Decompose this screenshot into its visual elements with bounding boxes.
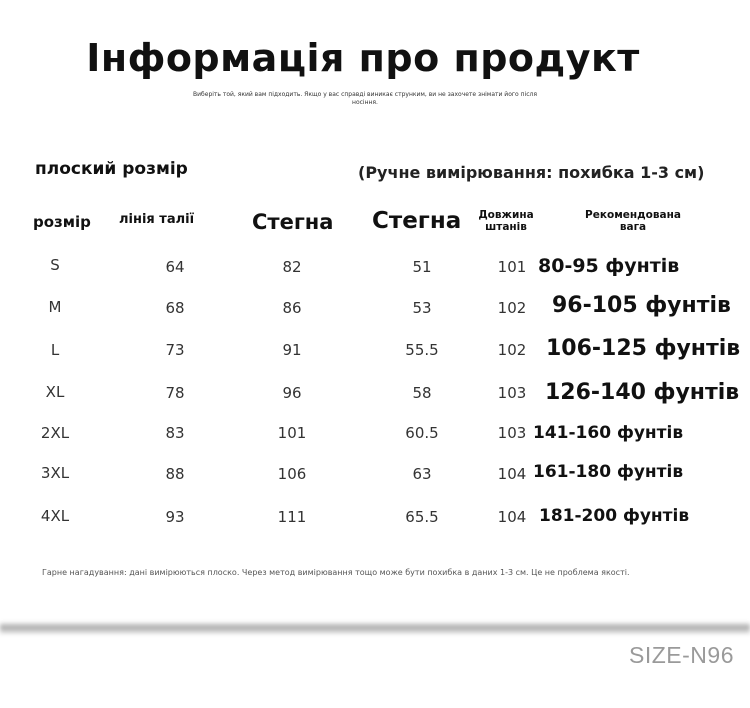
cell-length: 103: [497, 424, 527, 442]
cell-weight: 141-160 фунтів: [533, 423, 684, 443]
cell-size: 4XL: [40, 507, 70, 525]
cell-waist: 83: [165, 424, 185, 442]
header-hip-2: Стегна: [372, 208, 462, 234]
cell-hip-1: 82: [282, 258, 302, 276]
cell-hip-1: 91: [282, 341, 302, 359]
cell-hip-2: 53: [412, 299, 432, 317]
cell-length: 104: [497, 508, 527, 526]
header-waist: лінія талії: [119, 212, 195, 227]
flat-size-heading: плоский розмір: [35, 159, 188, 179]
cell-hip-1: 86: [282, 299, 302, 317]
cell-size: S: [50, 256, 60, 274]
cell-hip-2: 51: [412, 258, 432, 276]
header-size: розмір: [33, 213, 91, 231]
cell-weight: 181-200 фунтів: [539, 506, 690, 526]
footer-note: Гарне нагадування: дані вимірюються плоско. Через метод вимірювання тощо може бути похибка в даних 1-3 см. Це не проблема якості.: [42, 568, 630, 577]
cell-weight: 126-140 фунтів: [545, 380, 740, 405]
cell-hip-1: 106: [277, 465, 307, 483]
cell-hip-2: 60.5: [405, 424, 439, 442]
cell-size: 3XL: [40, 464, 70, 482]
measurement-note: (Ручне вимірювання: похибка 1-3 см): [358, 163, 705, 182]
cell-size: L: [50, 341, 60, 359]
cell-length: 102: [497, 341, 527, 359]
header-weight: Рекомендована вага: [585, 209, 681, 233]
cell-size: XL: [45, 383, 65, 401]
size-code: SIZE-N96: [629, 642, 734, 668]
cell-hip-2: 55.5: [405, 341, 439, 359]
cell-size: M: [48, 298, 62, 316]
cell-hip-1: 101: [277, 424, 307, 442]
cell-waist: 64: [165, 258, 185, 276]
cell-waist: 88: [165, 465, 185, 483]
cell-waist: 73: [165, 341, 185, 359]
cell-size: 2XL: [40, 424, 70, 442]
cell-weight: 161-180 фунтів: [533, 462, 684, 482]
cell-weight: 96-105 фунтів: [552, 293, 731, 318]
cell-hip-2: 58: [412, 384, 432, 402]
cell-waist: 78: [165, 384, 185, 402]
cell-hip-2: 63: [412, 465, 432, 483]
header-length: Довжина штанів: [478, 209, 534, 233]
cell-weight: 80-95 фунтів: [538, 255, 680, 277]
cell-weight: 106-125 фунтів: [546, 336, 741, 361]
cell-waist: 68: [165, 299, 185, 317]
cell-length: 104: [497, 465, 527, 483]
divider-shadow: [0, 622, 750, 634]
cell-waist: 93: [165, 508, 185, 526]
cell-hip-2: 65.5: [405, 508, 439, 526]
cell-length: 101: [497, 258, 527, 276]
cell-length: 103: [497, 384, 527, 402]
cell-hip-1: 96: [282, 384, 302, 402]
page-subtitle: Виберіть той, який вам підходить. Якщо у вас справді виникає струнким, ви не захочете знімати його після носіння.: [193, 91, 537, 106]
cell-length: 102: [497, 299, 527, 317]
cell-hip-1: 111: [277, 508, 307, 526]
header-hip-1: Стегна: [252, 210, 334, 234]
page-title: Інформація про продукт: [86, 36, 640, 80]
